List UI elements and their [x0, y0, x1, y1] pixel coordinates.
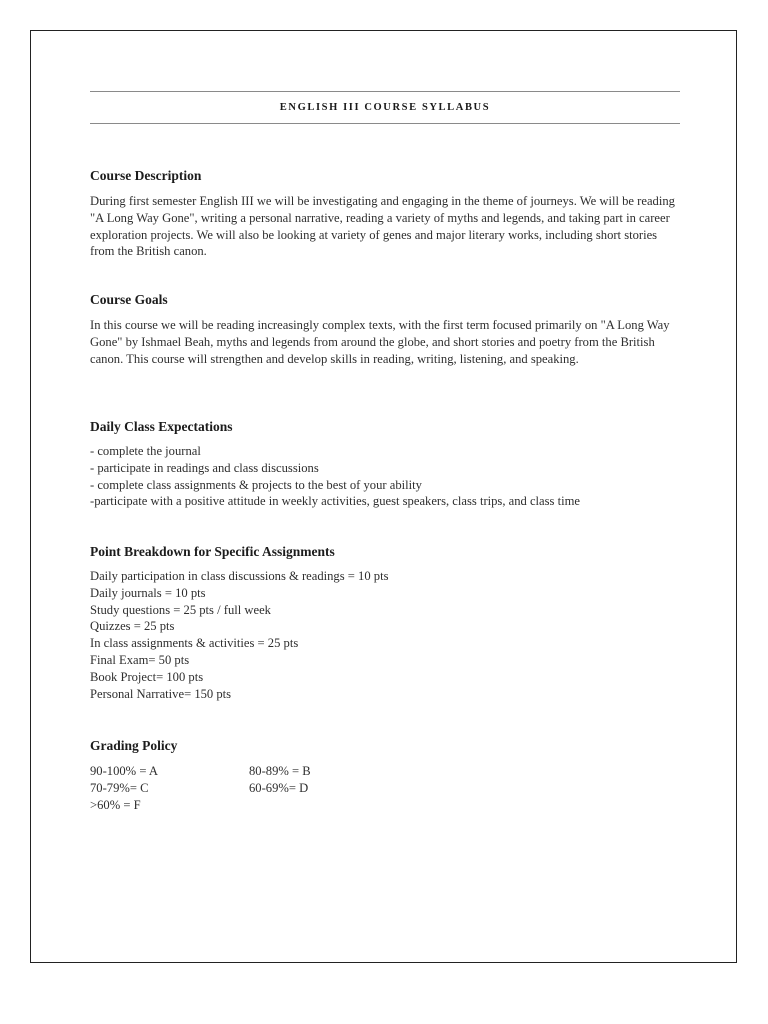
grade-d: 60-69%= D	[249, 780, 309, 795]
point-breakdown-heading: Point Breakdown for Specific Assignments	[90, 544, 335, 559]
course-goals-text: In this course we will be reading increasingly complex texts, with the first term focused primarily on "A Long Way Gone" by Ishmael Beah, myths and legends from around the globe, and short stories and poetry from the British canon. This course will strengthen and develop skills in reading, writing, listening, and speaking.	[90, 318, 670, 366]
course-goals-heading: Course Goals	[90, 292, 168, 307]
daily-expectations-heading: Daily Class Expectations	[90, 419, 233, 434]
course-description-section	[90, 167, 680, 260]
course-goals-section	[90, 291, 680, 367]
course-description-heading: Course Description	[90, 168, 202, 183]
document-content	[90, 91, 680, 812]
grade-a: 90-100% = A	[90, 764, 158, 778]
list-item: In class assignments & activities = 25 pts	[90, 636, 299, 651]
grading-policy-heading: Grading Policy	[90, 738, 178, 753]
list-item: -participate with a positive attitude in weekly activities, guest speakers, class trips, and class time	[90, 494, 580, 509]
point-breakdown-list	[90, 568, 680, 702]
daily-expectations-section	[90, 418, 680, 510]
point-breakdown-section	[90, 543, 680, 702]
list-item: - complete class assignments & projects to the best of your ability	[90, 477, 422, 492]
grade-b: 80-89% = B	[249, 764, 311, 778]
list-item: - complete the journal	[90, 444, 201, 458]
course-description-text: During first semester English III we will be investigating and engaging in the theme of journeys. We will be reading "A Long Way Gone", writing a personal narrative, reading a variety of myths and legends, and taking part in career exploration projects. We will also be looking at variety of genes and major literary works, including short stories from the British canon.	[90, 194, 675, 259]
document-page	[30, 30, 737, 963]
document-title: ENGLISH III COURSE SYLLABUS	[90, 91, 680, 124]
grading-policy-section	[90, 737, 680, 813]
list-item: Study questions = 25 pts / full week	[90, 602, 271, 617]
list-item: Daily participation in class discussions & readings = 10 pts	[90, 569, 389, 583]
list-item: Final Exam= 50 pts	[90, 652, 190, 667]
grade-c: 70-79%= C	[90, 780, 149, 795]
grade-f: >60% = F	[90, 797, 141, 812]
list-item: - participate in readings and class discussions	[90, 460, 319, 475]
list-item: Personal Narrative= 150 pts	[90, 686, 232, 701]
daily-expectations-list	[90, 443, 680, 510]
list-item: Book Project= 100 pts	[90, 669, 204, 684]
list-item: Daily journals = 10 pts	[90, 585, 206, 600]
list-item: Quizzes = 25 pts	[90, 619, 175, 634]
grading-scale	[90, 763, 680, 813]
